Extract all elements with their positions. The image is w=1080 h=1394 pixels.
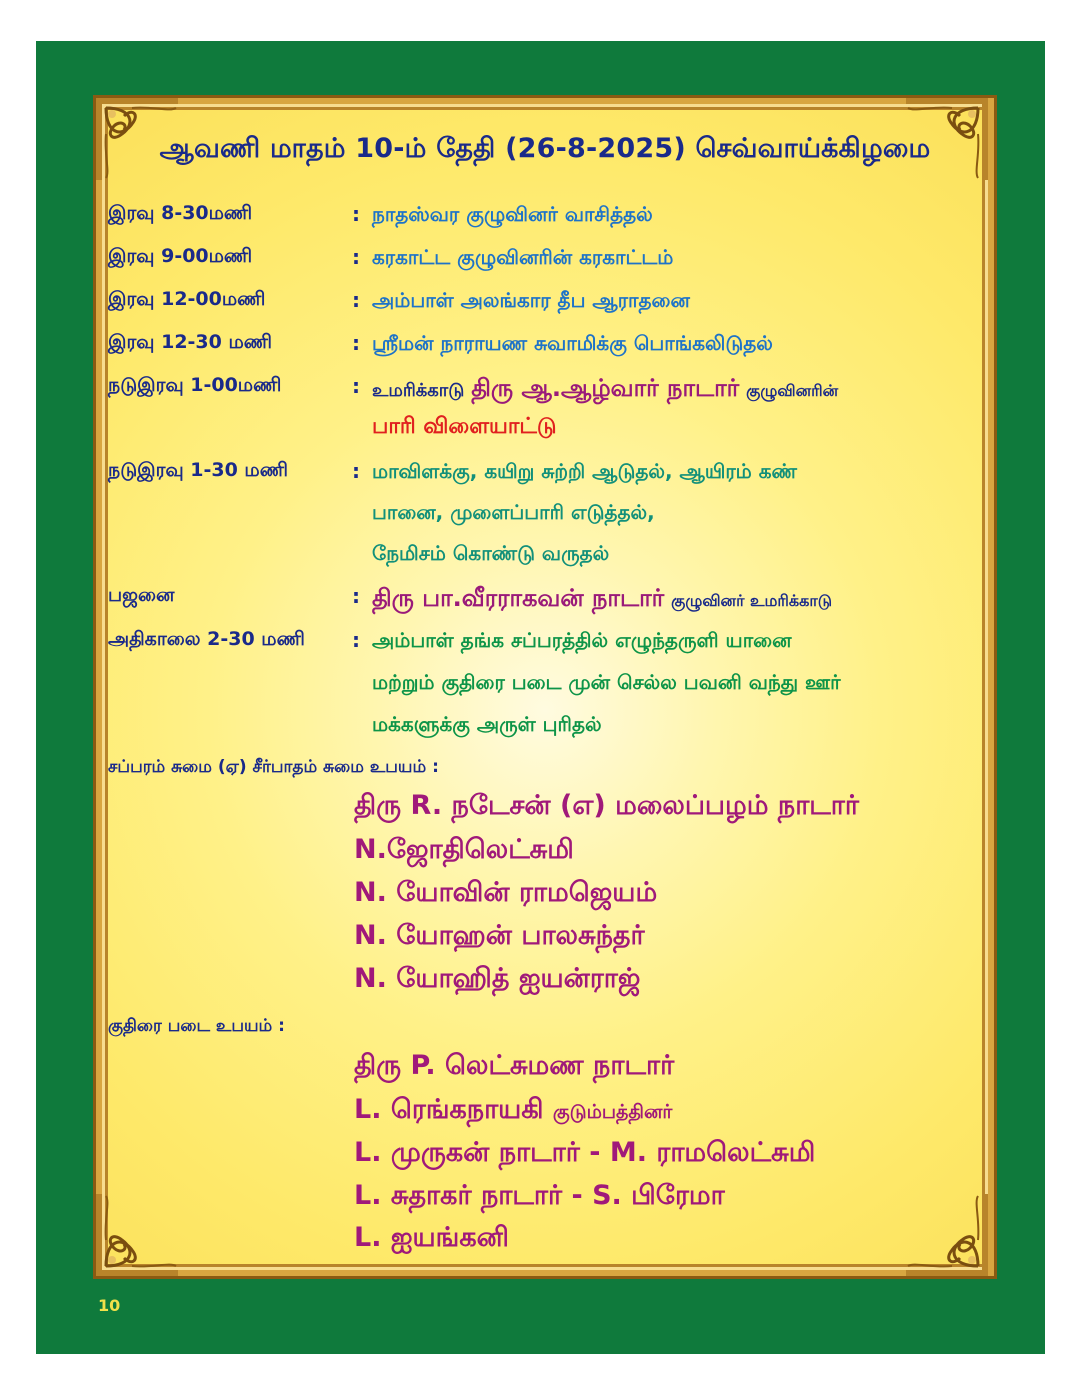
event-highlight: திரு ஆ.ஆழ்வார் நாடார் bbox=[471, 374, 740, 402]
donor-name: N. யோஹன் பாலசுந்தர் bbox=[354, 920, 645, 951]
schedule-event: அம்பாள் தங்க சப்பரத்தில் எழுந்தருளி யானை bbox=[372, 628, 792, 652]
donor-name: L. ரெங்கநாயகி bbox=[354, 1094, 544, 1125]
schedule-time: நடுஇரவு 1-00மணி bbox=[108, 374, 282, 396]
colon: : bbox=[352, 245, 360, 269]
donor-name: திரு P. லெட்சுமண நாடார் bbox=[354, 1050, 675, 1081]
schedule-time: அதிகாலை 2-30 மணி bbox=[108, 628, 305, 650]
sapparam-heading: சப்பரம் சுமை (ஏ) சீர்பாதம் சுமை உபயம் : bbox=[108, 757, 439, 777]
colon: : bbox=[352, 331, 360, 355]
event-prefix: உமரிக்காடு bbox=[372, 380, 465, 401]
schedule-event: பானை, முளைப்பாரி எடுத்தல், bbox=[372, 500, 655, 524]
colon: : bbox=[352, 584, 360, 608]
page-number: 10 bbox=[98, 1296, 121, 1315]
event-suffix: குழுவினரின் bbox=[746, 381, 839, 400]
page-title: ஆவணி மாதம் 10-ம் தேதி (26-8-2025) செவ்வாய்க்கிழமை bbox=[159, 133, 931, 164]
kuthirai-heading: குதிரை படை உபயம் : bbox=[108, 1016, 285, 1036]
schedule-time: பஜனை bbox=[108, 584, 175, 606]
donor-name: N. யோவின் ராமஜெயம் bbox=[354, 877, 658, 908]
schedule-event: நாதஸ்வர குழுவினர் வாசித்தல் bbox=[372, 202, 653, 226]
schedule-event: நேமிசம் கொண்டு வருதல் bbox=[372, 541, 610, 565]
schedule-event bbox=[372, 584, 832, 615]
schedule-event: மற்றும் குதிரை படை முன் செல்ல பவனி வந்து ஊர் bbox=[372, 670, 841, 694]
event-suffix: குழுவினர் உமரிக்காடு bbox=[671, 591, 833, 610]
schedule-event bbox=[372, 374, 838, 405]
donor-row bbox=[354, 1094, 672, 1129]
schedule-event: மக்களுக்கு அருள் புரிதல் bbox=[372, 712, 602, 736]
colon: : bbox=[352, 202, 360, 226]
donor-name: L. சுதாகர் நாடார் - S. பிரேமா bbox=[354, 1180, 725, 1211]
schedule-event: ஸ்ரீமன் நாராயண சுவாமிக்கு பொங்கலிடுதல் bbox=[372, 331, 773, 355]
ornate-corner-icon bbox=[92, 1190, 182, 1280]
colon: : bbox=[352, 288, 360, 312]
donor-name: N. யோஹித் ஐயன்ராஜ் bbox=[354, 963, 641, 994]
donor-name: திரு R. நடேசன் (எ) மலைப்பழம் நாடார் bbox=[354, 790, 860, 821]
schedule-event: அம்பாள் அலங்கார தீப ஆராதனை bbox=[372, 288, 690, 312]
colon: : bbox=[352, 459, 360, 483]
donor-name: L. முருகன் நாடார் - M. ராமலெட்சுமி bbox=[354, 1137, 816, 1168]
colon: : bbox=[352, 374, 360, 398]
schedule-event: பாரி விளையாட்டு bbox=[372, 414, 557, 439]
event-highlight: திரு பா.வீரராகவன் நாடார் bbox=[372, 584, 665, 612]
donor-name: L. ஐயங்கனி bbox=[354, 1222, 509, 1253]
colon: : bbox=[352, 628, 360, 652]
schedule-time: இரவு 12-30 மணி bbox=[108, 331, 273, 353]
schedule-time: இரவு 9-00மணி bbox=[108, 245, 253, 267]
schedule-event: கரகாட்ட குழுவினரின் கரகாட்டம் bbox=[372, 245, 674, 269]
schedule-time: இரவு 8-30மணி bbox=[108, 202, 253, 224]
schedule-event: மாவிளக்கு, கயிறு சுற்றி ஆடுதல், ஆயிரம் கண் bbox=[372, 459, 797, 483]
schedule-time: நடுஇரவு 1-30 மணி bbox=[108, 459, 288, 481]
donor-name: N.ஜோதிலெட்சுமி bbox=[354, 834, 574, 865]
ornate-corner-icon bbox=[902, 1190, 992, 1280]
schedule-time: இரவு 12-00மணி bbox=[108, 288, 266, 310]
donor-note: குடும்பத்தினர் bbox=[552, 1101, 673, 1123]
